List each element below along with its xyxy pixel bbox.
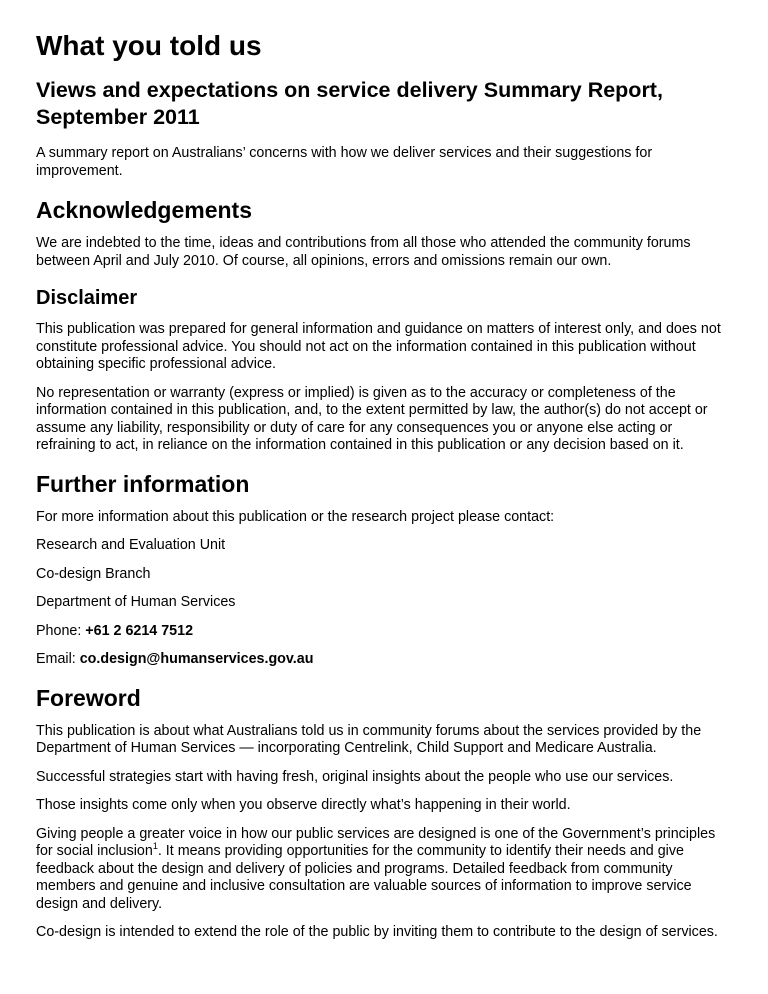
foreword-paragraph-1: This publication is about what Australians told us in community forums about the services provided by the Department of Human Services — incorporating Centrelink, Child Support and Medicare Australia.: [36, 722, 702, 756]
contact-unit: Research and Evaluation Unit: [36, 537, 226, 553]
phone-label: Phone:: [36, 622, 86, 639]
foreword-heading: Foreword: [36, 684, 141, 711]
further-information-heading: Further information: [36, 470, 250, 497]
page-title: What you told us: [36, 30, 262, 61]
foreword-paragraph-5: Co-design is intended to extend the role of the public by inviting them to contribute to the design of services.: [36, 924, 718, 940]
contact-department: Department of Human Services: [36, 594, 236, 610]
contact-intro: For more information about this publication or the research project please contact:: [36, 508, 555, 525]
foreword-paragraph-3: Those insights come only when you observe directly what’s happening in their world.: [36, 797, 571, 813]
email-address: co.design@humanservices.gov.au: [79, 651, 314, 667]
disclaimer-paragraph-1: This publication was prepared for general information and guidance on matters of interest only, and does not constitute professional advice. You should not act on the information contained in this publication without obtaining specific professional advice.: [36, 321, 721, 372]
phone-number: +61 2 6214 7512: [85, 622, 194, 639]
acknowledgements-heading: Acknowledgements: [36, 197, 252, 223]
contact-phone: [36, 623, 732, 641]
contact-branch: Co-design Branch: [36, 565, 151, 582]
acknowledgements-text: We are indebted to the time, ideas and contributions from all those who attended the community forums between April and July 2010. Of course, all opinions, errors and omissions remain our own.: [36, 235, 691, 269]
email-label: Email:: [36, 651, 80, 667]
intro-paragraph: A summary report on Australians’ concerns with how we deliver services and their suggestions for improvement.: [36, 145, 653, 179]
report-subtitle: Views and expectations on service delivery Summary Report, September 2011: [36, 78, 663, 129]
foreword-p4-start: Giving people a greater voice in how our public services are designed is one of the Government’s principles for social inclusion: [36, 825, 716, 859]
disclaimer-heading: Disclaimer: [36, 287, 138, 309]
disclaimer-paragraph-2: No representation or warranty (express or implied) is given as to the accuracy or completeness of the information contained in this publication, and, to the extent permitted by law, the author(s) do not accept or assume any liability, responsibility or duty of care for any consequences you or anyone else acting or refraining to act, in reliance on the information contained in this publication or any decision based on it.: [36, 384, 708, 453]
footnote-ref[interactable]: 1: [152, 841, 158, 852]
foreword-p4-end: . It means providing opportunities for the community to identify their needs and give feedback about the design and delivery of policies and programs. Detailed feedback from community members and genuine and inclusive consultation are valuable sources of information to improve service design and delivery.: [36, 843, 692, 912]
foreword-paragraph-4: [36, 826, 732, 914]
foreword-paragraph-2: Successful strategies start with having fresh, original insights about the people who use our services.: [36, 768, 674, 785]
contact-email: [36, 651, 732, 669]
